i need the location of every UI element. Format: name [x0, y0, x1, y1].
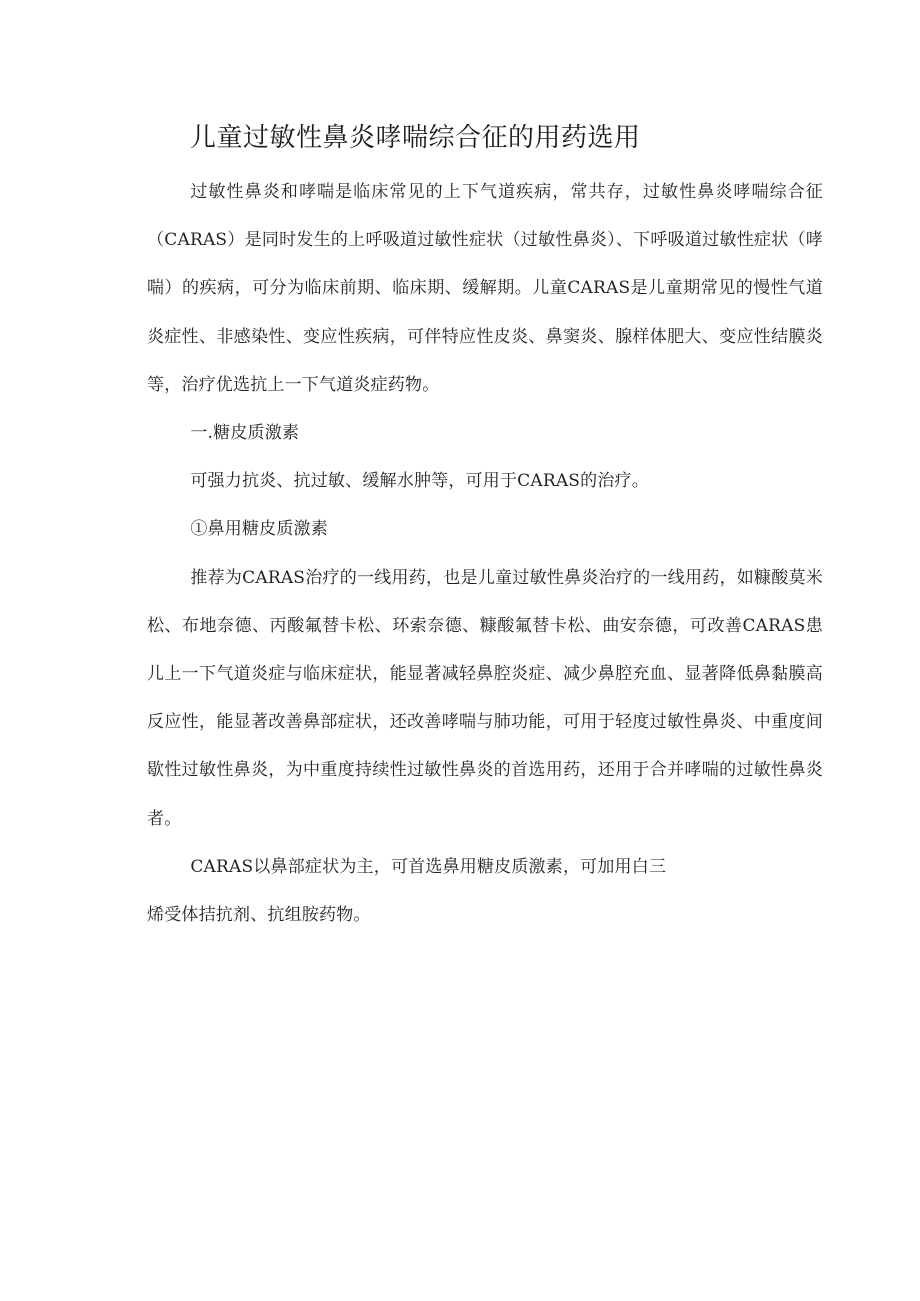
- section-heading-glucocorticoids: 一.糖皮质激素: [190, 423, 300, 444]
- document-body: [147, 168, 823, 939]
- paragraph-nasal-glucocorticoids: 推荐为CARAS治疗的一线用药，也是儿童过敏性鼻炎治疗的一线用药，如糠酸莫米松、布地奈德、丙酸氟替卡松、环索奈德、糠酸氟替卡松、曲安奈德，可改善CARAS患儿上一下气道炎症与临床症状，能显著减轻鼻腔炎症、减少鼻腔充血、显著降低鼻黏膜高反应性，能显著改善鼻部症状，还改善哮喘与肺功能，可用于轻度过敏性鼻炎、中重度间歇性过敏性鼻炎，为中重度持续性过敏性鼻炎的首选用药，还用于合并哮喘的过敏性鼻炎者。: [147, 567, 823, 829]
- subsection-heading-nasal-glucocorticoids: ①鼻用糖皮质激素: [190, 519, 328, 540]
- paragraph-glucocorticoids-summary: 可强力抗炎、抗过敏、缓解水肿等，可用于CARAS的治疗。: [190, 471, 649, 492]
- paragraph-intro: 过敏性鼻炎和哮喘是临床常见的上下气道疾病，常共存，过敏性鼻炎哮喘综合征（CARAS）是同时发生的上呼吸道过敏性症状（过敏性鼻炎）、下呼吸道过敏性症状（哮喘）的疾病，可分为临床前期、临床期、缓解期。儿童CARAS是儿童期常见的慢性气道炎症性、非感染性、变应性疾病，可伴特应性皮炎、鼻窦炎、腺样体肥大、变应性结膜炎等，治疗优选抗上一下气道炎症药物。: [147, 182, 823, 395]
- paragraph-caras-nasal-lead: CARAS以鼻部症状为主，可首选鼻用糖皮质激素，可加用白三: [190, 856, 667, 877]
- paragraph-caras-nasal-trail: 烯受体拮抗剂、抗组胺药物。: [147, 905, 371, 926]
- document-title: 儿童过敏性鼻炎哮喘综合征的用药选用: [190, 123, 641, 153]
